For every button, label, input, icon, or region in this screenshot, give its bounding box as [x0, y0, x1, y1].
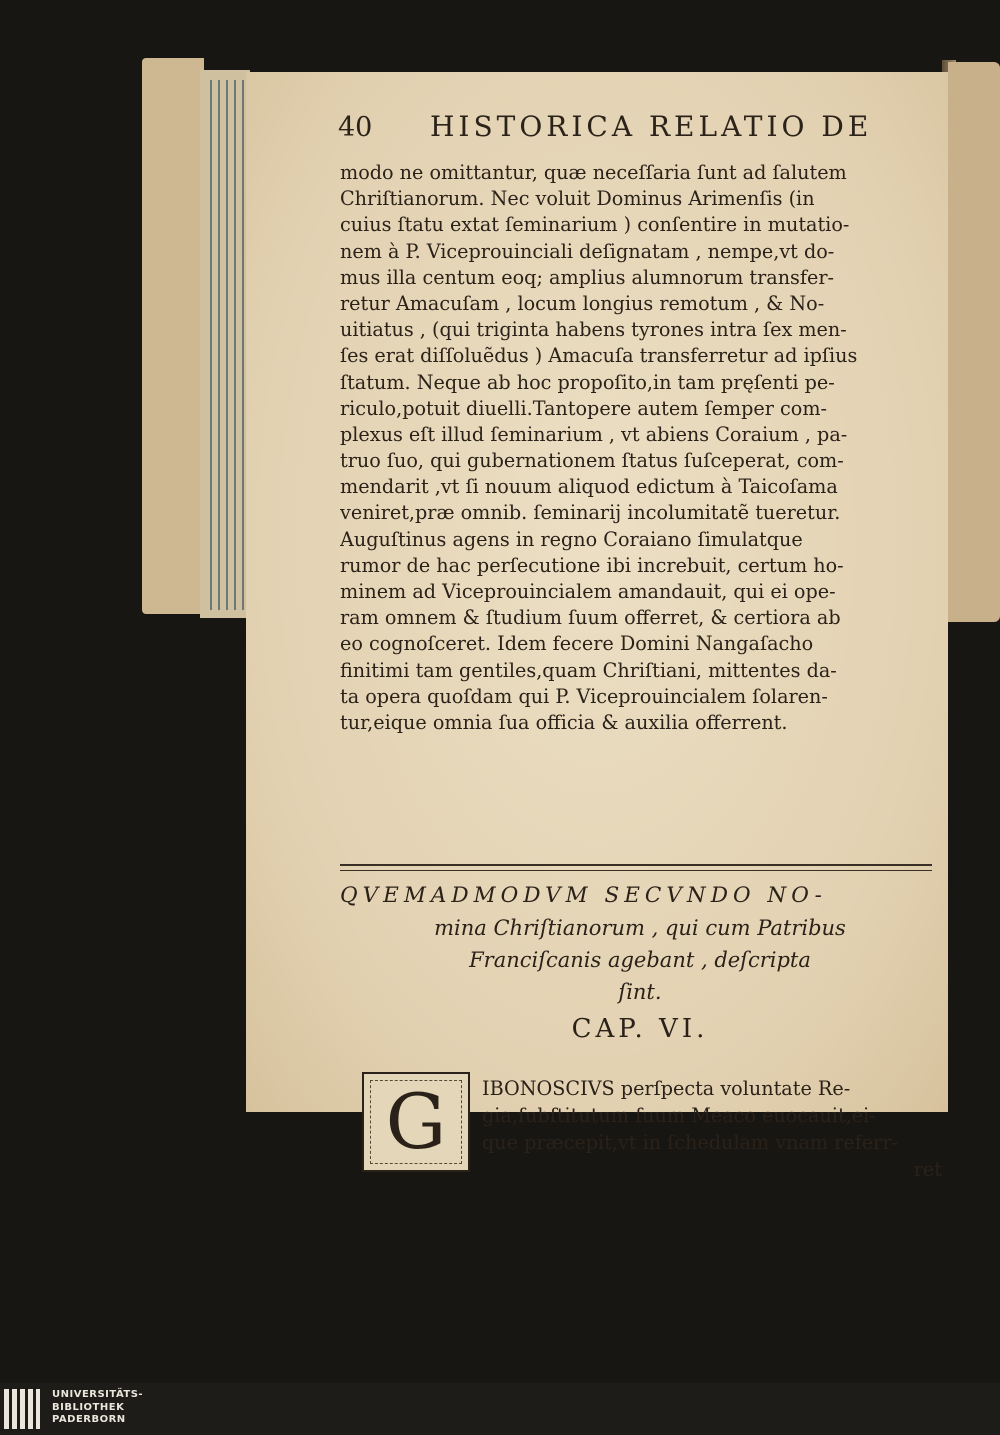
opening-line: que præcepit,vt in ſchedulam vnam referr- [482, 1131, 898, 1154]
body-line: minem ad Viceprouincialem amandauit, qui ei ope- [340, 580, 836, 603]
body-line: rumor de hac perſecutione ibi increbuit, certum ho- [340, 553, 844, 577]
body-line: modo ne omittantur, quæ neceſſaria ſunt ad ſalutem [340, 161, 847, 184]
book-page [246, 72, 948, 1181]
body-line: ſes erat diſſoluẽdus ) Amacuſa transferretur ad ipſius [340, 344, 858, 368]
page-number: 40 [338, 112, 373, 143]
catchword: ret [913, 1158, 942, 1181]
opening-line: gia,ſubſtitutum ſuum Meaco euocauit,ei- [482, 1104, 876, 1127]
library-logo-text [52, 1389, 143, 1427]
body-line: tur,eique omnia ſua officia & auxilia offerrent. [340, 710, 788, 734]
running-head [338, 110, 873, 148]
body-line: retur Amacuſam , locum longius remotum , & No- [340, 291, 825, 315]
chapter-opening-text [482, 1075, 942, 1183]
body-line: mendarit ,vt ſi nouum aliquod edictum à Taicoſama [340, 475, 838, 499]
body-line: Chriſtianorum. Nec voluit Dominus Arimenſis (in [340, 187, 815, 211]
library-logo-icon [4, 1389, 44, 1429]
body-line: truo ſuo, qui gubernationem ſtatus ſuſceperat, com- [340, 449, 844, 473]
chapter-heading-line: mina Chriſtianorum , qui cum Patribus [434, 916, 846, 940]
chapter-heading-line: ſint. [618, 980, 662, 1004]
body-line: uitiatus , (qui triginta habens tyrones intra ſex men- [340, 318, 847, 342]
body-line: Auguſtinus agens in regno Coraiano ſimulatque [340, 527, 803, 551]
logo-text-line: BIBLIOTHEK [52, 1401, 125, 1413]
body-line: finitimi tam gentiles,quam Chriſtiani, mittentes da- [340, 658, 837, 682]
body-line: ſtatum. Neque ab hoc propoſito,in tam pręſenti pe- [340, 370, 835, 394]
facing-page-edge [948, 62, 1000, 622]
chapter-heading [340, 880, 940, 1048]
book-cover-edge [142, 58, 204, 614]
body-line: ram omnem & ſtudium ſuum offerret, & certiora ab [340, 606, 841, 630]
chapter-heading-line: QVEMADMODVM SECVNDO NO- [340, 883, 827, 908]
opening-line: IBONOSCIVS perſpecta voluntate Re- [482, 1077, 851, 1100]
logo-text-line: PADERBORN [52, 1414, 126, 1425]
page-stack-edge [200, 70, 250, 618]
chapter-heading-line: Franciſcanis agebant , deſcripta [469, 948, 811, 972]
body-line: ta opera quoſdam qui P. Viceprouincialem ſolaren- [340, 684, 828, 708]
initial-letter: G [385, 1077, 447, 1166]
body-line: cuius ſtatu extat ſeminarium ) conſentire in mutatio- [340, 213, 850, 237]
body-line: eo cognoſceret. Idem fecere Domini Nangaſacho [340, 632, 814, 656]
chapter-number: CAP. VI. [571, 1014, 709, 1044]
body-text [340, 160, 940, 736]
body-line: mus illa centum eoq; amplius alumnorum transfer- [340, 265, 835, 289]
body-line: veniret,præ omnib. ſeminarij incolumitatẽ tueretur. [340, 501, 841, 525]
body-line: nem à P. Viceprouinciali deſignatam , nempe,vt do- [340, 239, 835, 263]
section-rule [340, 864, 932, 871]
decorated-initial [362, 1072, 470, 1172]
running-title: HISTORICA RELATIO DE [430, 110, 873, 143]
body-line: plexus eſt illud ſeminarium , vt abiens Coraium , pa- [340, 422, 848, 446]
body-line: riculo,potuit diuelli.Tantopere autem ſemper com- [340, 396, 828, 420]
logo-text-line: UNIVERSITÄTS- [52, 1389, 144, 1400]
library-footer [0, 1383, 1000, 1435]
